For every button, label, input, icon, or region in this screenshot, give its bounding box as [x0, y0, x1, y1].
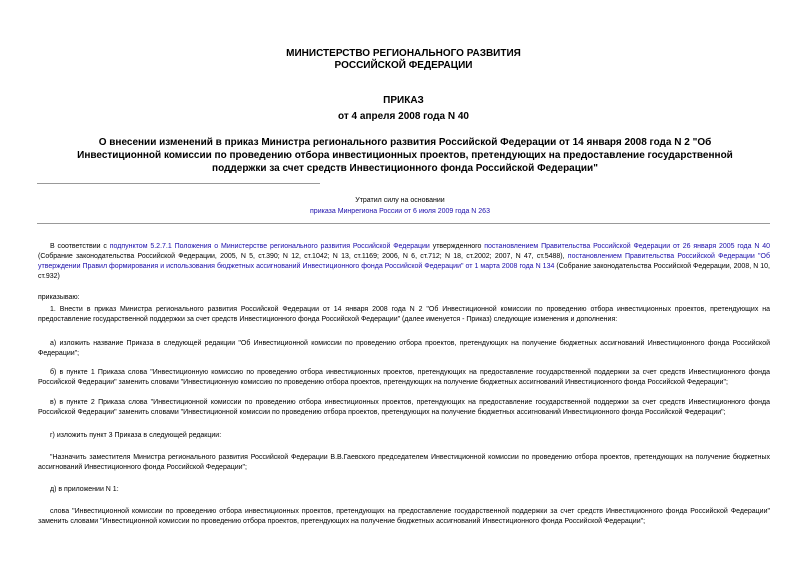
- document-date: от 4 апреля 2008 года N 40: [338, 111, 469, 122]
- paragraph-quote: "Назначить заместителя Министра регионального развития Российской Федерации В.В.Гаевского председателем Инвестиционной комиссии по проведению отбора проектов, претендующих на получение бюджетных ассигнований Инвестиционного фонда Российской Федерации";: [38, 454, 770, 471]
- document-type: ПРИКАЗ: [383, 95, 424, 106]
- preamble-text-4: (Собрание законодательства Российской Федерации, 2008, N 10, ст.932): [38, 263, 770, 280]
- divider-bottom: [37, 223, 770, 224]
- paragraph-d: д) в приложении N 1:: [50, 486, 119, 493]
- ministry-name-line2: РОССИЙСКОЙ ФЕДЕРАЦИИ: [334, 60, 473, 71]
- status-label: Утратил силу на основании: [355, 197, 445, 204]
- paragraph-g: г) изложить пункт 3 Приказа в следующей редакции:: [50, 432, 222, 439]
- paragraph-b: б) в пункте 1 Приказа слова "Инвестиционную комиссию по проведению отбора инвестиционных проектов, претендующих на предоставление государственной поддержки за счет средств Инвестиционного фонда Российской Федерации" заменить словами "Инвестиционную комиссию по проведению отбора проектов, претендующих на получение бюджетных ассигнований Инвестиционного фонда Российской Федерации";: [38, 369, 770, 386]
- regulation-link[interactable]: подпунктом 5.2.7.1 Положения о Министерстве регионального развития Российской Федерации: [109, 243, 430, 250]
- preamble-text-1: В соответствии с: [50, 243, 110, 250]
- government-decree-2008-link[interactable]: постановлением Правительства Российской Федерации "Об утверждении Правил формирования и использования бюджетных ассигнований Инвестиционного фонда Российской Федерации" от 1 марта 2008 года N 134: [38, 253, 770, 270]
- order-word: приказываю:: [38, 294, 80, 301]
- preamble-text-2: утвержденного: [429, 243, 485, 250]
- preamble-paragraph: [38, 242, 770, 282]
- repeal-order-link[interactable]: приказа Минрегиона России от 6 июля 2009 года N 263: [310, 208, 490, 215]
- paragraph-1: 1. Внести в приказ Министра регионального развития Российской Федерации от 14 января 2008 года N 2 "Об Инвестиционной комиссии по проведению отбора инвестиционных проектов, претендующих на предоставление государственной поддержки за счет средств Инвестиционного фонда Российской Федерации" (далее именуется - Приказ) следующие изменения и дополнения:: [38, 306, 770, 323]
- preamble-text-3: (Собрание законодательства Российской Федерации, 2005, N 5, ст.390; N 12, ст.1042; N 13, ст.1169; 2006, N 6, ст.712; N 18, ст.2002; 2007, N 47, ст.5488),: [38, 253, 568, 260]
- government-decree-2005-link[interactable]: постановлением Правительства Российской Федерации от 26 января 2005 года N 40: [484, 243, 770, 250]
- divider-top: [37, 183, 320, 184]
- paragraph-v: в) в пункте 2 Приказа слова "Инвестиционной комиссии по проведению отбора инвестиционных проектов, претендующих на предоставление государственной поддержки за счет средств Инвестиционного фонда Российской Федерации" заменить словами "Инвестиционной комиссии по проведению отбора проектов, претендующих на получение бюджетных ассигнований Инвестиционного фонда Российской Федерации";: [38, 399, 770, 416]
- paragraph-words: слова "Инвестиционной комиссии по проведению отбора инвестиционных проектов, претендующих на предоставление государственной поддержки за счет средств Инвестиционного фонда Российской Федерации" заменить словами "Инвестиционной комиссии по проведению отбора проектов, претендующих на получение бюджетных ассигнований Инвестиционного фонда Российской Федерации";: [38, 508, 770, 525]
- ministry-name-line1: МИНИСТЕРСТВО РЕГИОНАЛЬНОГО РАЗВИТИЯ: [286, 48, 521, 59]
- paragraph-a: а) изложить название Приказа в следующей редакции "Об Инвестиционной комиссии по проведению отбора проектов, претендующих на получение бюджетных ассигнований Инвестиционного фонда Российской Федерации";: [38, 340, 770, 357]
- document-title: О внесении изменений в приказ Министра регионального развития Российской Федерации от 14 января 2008 года N 2 "Об Инвестиционной комиссии по проведению отбора инвестиционных проектов, претендующих на предоставление государственной поддержки за счет средств Инвестиционного фонда Российской Федерации": [77, 137, 733, 174]
